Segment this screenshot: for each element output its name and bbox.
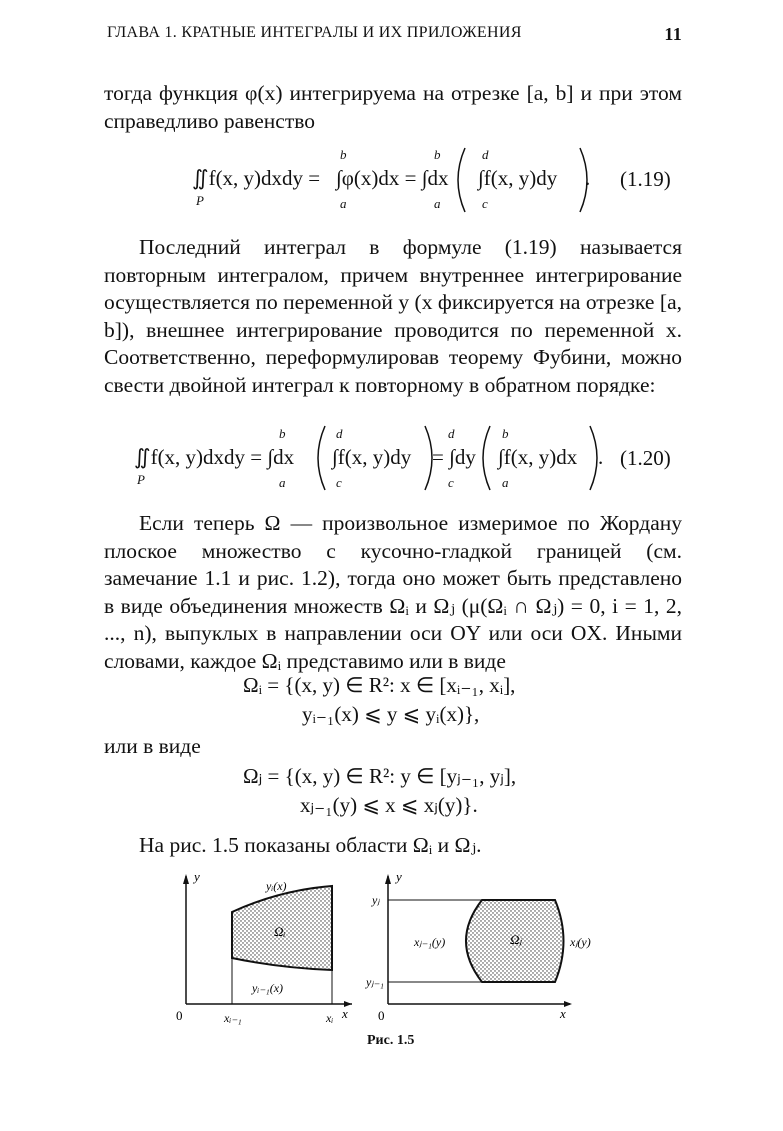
eq120-limit-d1: d <box>336 426 343 441</box>
left-x-left-label: xᵢ₋₁ <box>224 1011 242 1025</box>
left-y-arrow-icon <box>183 874 189 884</box>
eq119-limit-a2: a <box>434 196 441 211</box>
eq119-period: . <box>585 166 591 190</box>
eq119-limit-b2: b <box>434 147 441 162</box>
right-region-label: Ωⱼ <box>510 932 522 947</box>
paragraph-3: Если теперь Ω — произвольное измеримое по Жордану плоское множество с кусочно-гладкой границей (см. замечание 1.1 и рис. 1.2), тогда оно может быть представлено в виде объединения множеств Ωᵢ и Ωⱼ (μ(Ωᵢ ∩ Ωⱼ) = 0, i = 1, 2, ..., n), выпуклых в направлении оси OY или оси OX. Иными словами, каждое Ωᵢ представимо или в виде <box>104 511 682 673</box>
paragraph-5: На рис. 1.5 показаны области Ωᵢ и Ωⱼ. <box>139 833 482 857</box>
left-bottom-curve-label: yᵢ₋₁(x) <box>252 981 284 995</box>
eq119-limit-P: P <box>196 193 204 208</box>
right-origin-label: 0 <box>378 1008 385 1023</box>
eq120-inner2: ∫f(x, y)dx <box>498 445 578 469</box>
running-header <box>107 24 682 45</box>
set-j-line1: Ωⱼ = {(x, y) ∈ R²: y ∈ [yⱼ₋₁, yⱼ], <box>243 764 517 788</box>
eq120-limit-c2: c <box>448 475 454 490</box>
right-left-curve-label: xⱼ₋₁(y) <box>414 935 446 949</box>
set-j-line2: xⱼ₋₁(y) ⩽ x ⩽ xⱼ(y)}. <box>300 793 478 817</box>
figure-caption: Рис. 1.5 <box>367 1033 415 1048</box>
left-x-right-label: xᵢ <box>326 1011 334 1025</box>
left-axis-x-label: x <box>342 1006 348 1021</box>
eq120-limit-P: P <box>137 472 145 487</box>
right-axis-y-label: y <box>396 869 402 884</box>
eq119-inner: ∫f(x, y)dy <box>478 166 558 190</box>
right-right-curve-label: xⱼ(y) <box>570 935 591 949</box>
right-y-bottom-label: yⱼ₋₁ <box>366 975 384 989</box>
left-diagram <box>176 869 352 1025</box>
left-top-curve-label: yᵢ(x) <box>266 879 287 893</box>
paragraph-1: тогда функция φ(x) интегрируема на отрезке [a, b] и при этом справедливо равенство <box>104 81 682 133</box>
right-y-arrow-icon <box>385 874 391 884</box>
chapter-title: ГЛАВА 1. КРАТНЫЕ ИНТЕГРАЛЫ И ИХ ПРИЛОЖЕНИЯ <box>107 24 522 41</box>
left-origin-label: 0 <box>176 1008 183 1023</box>
eq119-mid: ∫φ(x)dx = ∫dx <box>336 166 449 190</box>
eq120-number: (1.20) <box>620 446 671 470</box>
eq120-period: . <box>598 445 604 469</box>
eq120-lhs: ∬f(x, y)dxdy = ∫dx <box>134 445 295 469</box>
eq119-limit-c: c <box>482 196 488 211</box>
right-diagram <box>365 869 591 1023</box>
eq120-mid: = ∫dy <box>432 445 476 469</box>
paragraph-2: Последний интеграл в формуле (1.19) называется повторным интегралом, причем внутреннее интегрирование осуществляется по переменной y (x фиксируется на отрезке [a, b]), внешнее интегрирование проводится по переменной x. Соответственно, переформулировав теорему Фубини, можно свести двойной интеграл к повторному в обратном порядке: <box>104 235 682 397</box>
eq119-number: (1.19) <box>620 167 671 191</box>
left-region-label: Ωᵢ <box>274 924 286 939</box>
eq120-limit-c1: c <box>336 475 342 490</box>
set-i-line2: yᵢ₋₁(x) ⩽ y ⩽ yᵢ(x)}, <box>302 702 480 726</box>
figure-1-5 <box>170 862 620 1032</box>
paragraph-4: или в виде <box>104 734 201 758</box>
page-number: 11 <box>664 24 682 44</box>
eq120-inner1: ∫f(x, y)dy <box>332 445 412 469</box>
right-axis-x-label: x <box>560 1006 566 1021</box>
eq120-limit-b2: b <box>502 426 509 441</box>
right-y-top-label: yⱼ <box>372 893 380 907</box>
eq120-limit-a1: a <box>279 475 286 490</box>
eq120-limit-a2: a <box>502 475 509 490</box>
eq119-lhs: ∬f(x, y)dxdy = <box>192 166 321 190</box>
eq119-limit-a1: a <box>340 196 347 211</box>
eq120-limit-b1: b <box>279 426 286 441</box>
eq120-limit-d2: d <box>448 426 455 441</box>
eq119-limit-d: d <box>482 147 489 162</box>
eq119-limit-b1: b <box>340 147 347 162</box>
set-i-line1: Ωᵢ = {(x, y) ∈ R²: x ∈ [xᵢ₋₁, xᵢ], <box>243 673 516 697</box>
left-axis-y-label: y <box>194 869 200 884</box>
